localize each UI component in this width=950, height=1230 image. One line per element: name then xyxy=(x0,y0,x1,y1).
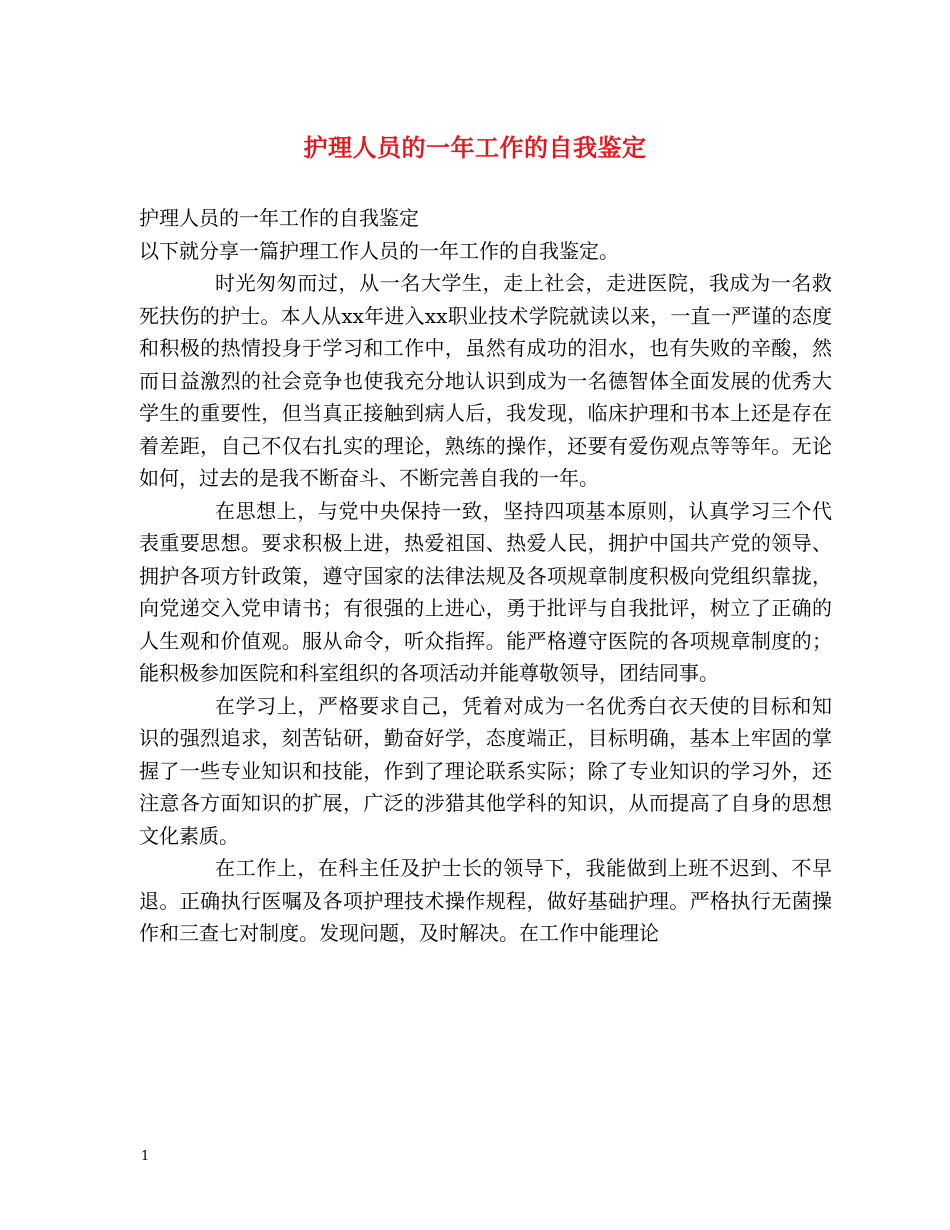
paragraph-study: 在学习上，严格要求自己，凭着对成为一名优秀白衣天使的目标和知识的强烈追求，刻苦钻研，勤奋好学，态度端正，目标明确，基本上牢固的掌握了一些专业知识和技能，作到了理论联系实际；除了专业知识的学习外，还注意各方面知识的扩展，广泛的涉猎其他学科的知识，从而提高了自身的思想文化素质。 xyxy=(139,693,832,848)
page-number: 1 xyxy=(141,1149,150,1164)
paragraph-overview: 时光匆匆而过，从一名大学生，走上社会，走进医院，我成为一名救死扶伤的护士。本人从xx年进入xx职业技术学院就读以来，一直一严谨的态度和积极的热情投身于学习和工作中，虽然有成功的泪水，也有失败的辛酸，然而日益激烈的社会竞争也使我充分地认识到成为一名德智体全面发展的优秀大学生的重要性，但当真正接触到病人后，我发现，临床护理和书本上还是存在着差距，自己不仅右扎实的理论，熟练的操作，还要有爱伤观点等等年。无论如何，过去的是我不断奋斗、不断完善自我的一年。 xyxy=(139,271,832,490)
paragraph-ideology: 在思想上，与党中央保持一致，坚持四项基本原则，认真学习三个代表重要思想。要求积极上进，热爱祖国、热爱人民，拥护中国共产党的领导、拥护各项方针政策，遵守国家的法律法规及各项规章制度积极向党组织靠拢，向党递交入党申请书；有很强的上进心，勇于批评与自我批评，树立了正确的人生观和价值观。服从命令，听众指挥。能严格遵守医院的各项规章制度的；能积极参加医院和科室组织的各项活动并能尊敬领导，团结同事。 xyxy=(139,498,832,685)
document-body xyxy=(139,202,832,950)
document-title: 护理人员的一年工作的自我鉴定 xyxy=(303,133,647,162)
intro-line: 以下就分享一篇护理工作人员的一年工作的自我鉴定。 xyxy=(139,238,619,263)
subtitle-line: 护理人员的一年工作的自我鉴定 xyxy=(139,206,419,230)
paragraph-work: 在工作上，在科主任及护士长的领导下，我能做到上班不迟到、不早退。正确执行医嘱及各项护理技术操作规程，做好基础护理。严格执行无菌操作和三查七对制度。发现问题，及时解决。在工作中能理论 xyxy=(139,856,832,945)
